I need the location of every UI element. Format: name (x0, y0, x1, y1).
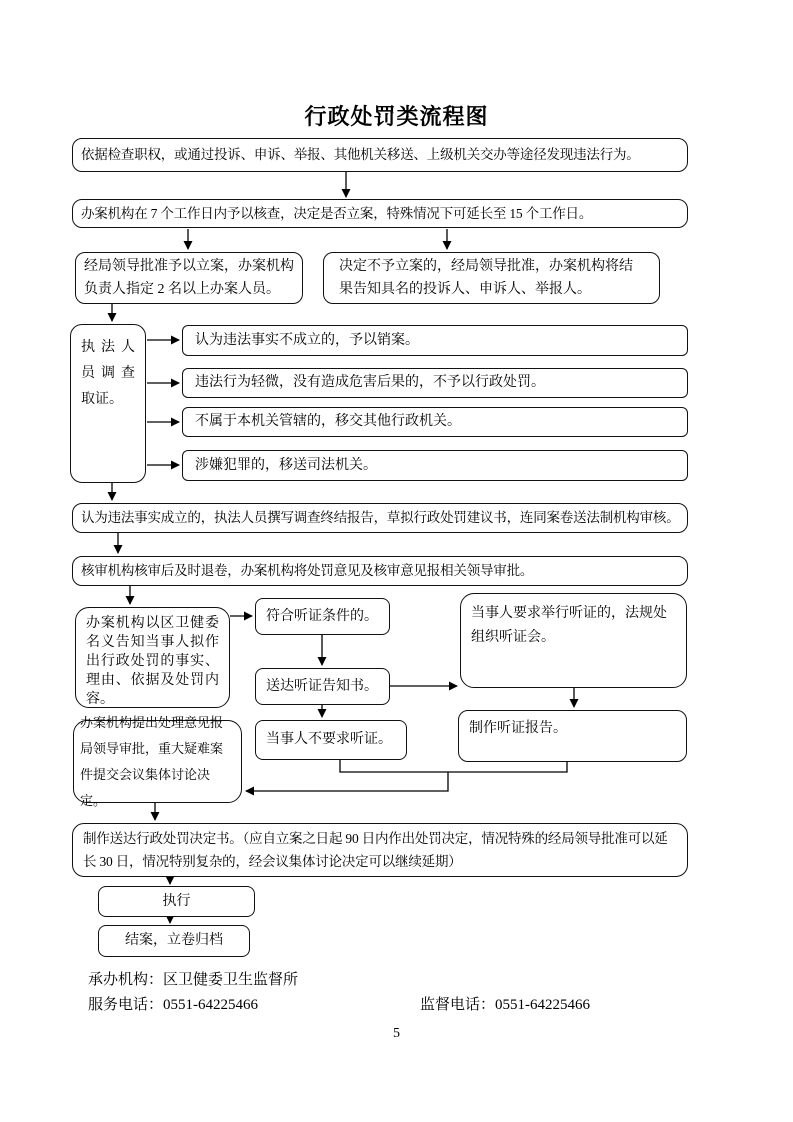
node-case-filed (75, 252, 303, 304)
node-discovery (72, 138, 688, 172)
node-decision-opinion (73, 714, 242, 808)
node-hearing-eligible (255, 598, 390, 635)
node-outcome-dismiss-text: 认为违法事实不成立的，予以销案。 (195, 332, 419, 348)
node-hearing-report (458, 710, 687, 762)
node-hearing-notice (255, 668, 390, 705)
footer-agency: 承办机构：区卫健委卫生监督所 (88, 972, 299, 988)
node-hearing-held (460, 593, 687, 688)
node-close-case (98, 925, 250, 957)
node-close-case-text: 结案，立卷归档 (125, 933, 223, 948)
page-number: 5 (393, 1026, 400, 1041)
node-outcome-transfer (182, 407, 688, 437)
node-investigation (70, 324, 146, 483)
node-hearing-report-text: 制作听证报告。 (469, 721, 567, 736)
node-hearing-eligible-text: 符合听证条件的。 (266, 608, 378, 624)
node-outcome-minor-text: 违法行为轻微，没有造成危害后果的，不予以行政处罚。 (195, 375, 545, 390)
node-discovery-text: 依据检查职权，或通过投诉、申诉、举报、其他机关移送、上级机关交办等途径发现违法行为。 (81, 147, 640, 162)
node-decision-opinion-text: 办案机构提出处理意见报局领导审批，重大疑难案件提交会议集体讨论决定。 (80, 714, 224, 808)
node-outcome-criminal-text: 涉嫌犯罪的，移送司法机关。 (195, 457, 377, 473)
page-title: 行政处罚类流程图 (304, 104, 489, 129)
node-execute-text: 执行 (162, 893, 191, 909)
node-investigation-text: 执法人员调查取证。 (81, 340, 135, 407)
node-notify-party (75, 607, 230, 708)
node-execute (98, 886, 255, 917)
node-case-not-filed (323, 252, 660, 304)
node-decision-doc-text: 制作送达行政处罚决定书。（应自立案之日起 90 日内作出处罚决定，情况特殊的经局领导批准可以延长 30 日，情况特别复杂的，经会议集体讨论决定可以继续延期） (83, 831, 668, 869)
node-legal-review-text: 核审机构核审后及时退卷，办案机构将处罚意见及核审意见报相关领导审批。 (81, 563, 534, 578)
node-case-not-filed-text: 决定不予立案的，经局领导批准，办案机构将结果告知具名的投诉人、申诉人、举报人。 (339, 259, 633, 297)
node-outcome-minor (182, 368, 688, 398)
node-outcome-transfer-text: 不属于本机关管辖的，移交其他行政机关。 (195, 414, 461, 429)
node-decision-doc (72, 823, 688, 877)
node-case-check-text: 办案机构在 7 个工作日内予以核查，决定是否立案，特殊情况下可延长至 15 个工作日。 (81, 205, 593, 221)
node-hearing-held-text: 当事人要求举行听证的，法规处组织听证会。 (471, 606, 667, 645)
node-report-draft-text: 认为违法事实成立的，执法人员撰写调查终结报告，草拟行政处罚建议书，连同案卷送法制机构审核。 (81, 510, 680, 525)
footer-supervision-phone: 监督电话：0551-64225466 (420, 997, 590, 1013)
node-outcome-criminal (182, 450, 688, 481)
node-notify-party-text: 办案机构以区卫健委名义告知当事人拟作出行政处罚的事实、理由、依据及处罚内容。 (86, 616, 219, 707)
node-hearing-notice-text: 送达听证告知书。 (266, 678, 378, 694)
node-no-hearing (255, 720, 407, 760)
node-no-hearing-text: 当事人不要求听证。 (266, 732, 392, 747)
footer-service-phone: 服务电话：0551-64225466 (88, 997, 258, 1013)
node-case-filed-text: 经局领导批准予以立案，办案机构负责人指定 2 名以上办案人员。 (84, 259, 294, 297)
node-legal-review (72, 556, 688, 586)
node-outcome-dismiss (182, 325, 688, 356)
node-case-check (72, 199, 688, 228)
node-report-draft (72, 503, 688, 533)
